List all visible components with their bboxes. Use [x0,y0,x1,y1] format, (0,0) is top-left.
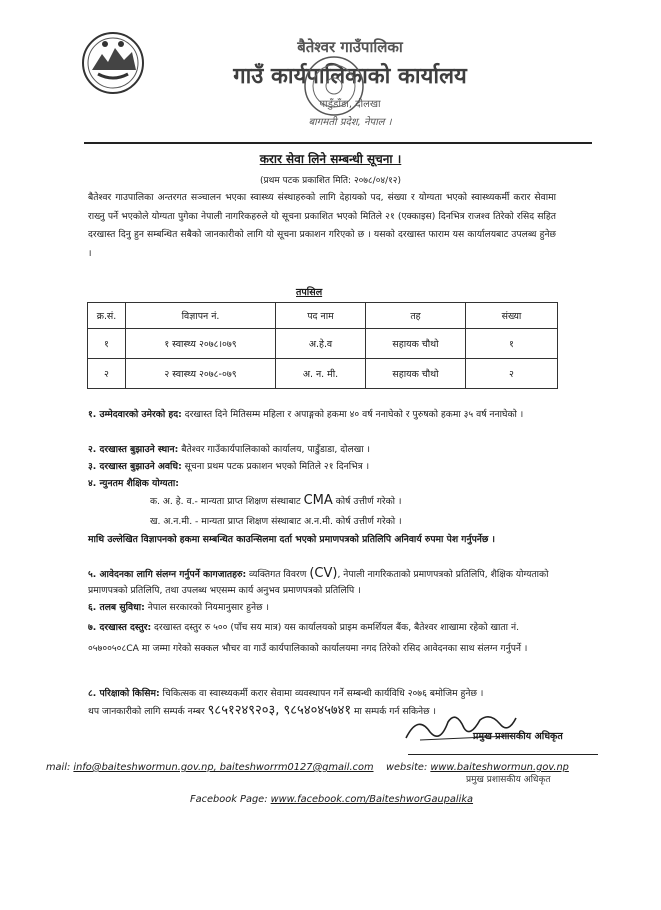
footer-divider [408,754,598,755]
header-cell-post: पद नाम [276,303,366,329]
item-text: ख. अ.न.मी. - मान्यता प्राप्त शिक्षण संस्थाबाट अ.न.मी. कोर्ष उत्तीर्ण गरेको । [150,516,402,527]
office-seal-stamp [302,54,366,118]
qualification-cma [150,493,570,510]
item-label: ३. दरखास्त बुझाउने अवधि: [88,461,182,472]
notice-intro: बैतेश्वर गाउपालिका अन्तरगत सञ्चालन भएका स्वास्थ्य संस्थाहरुको लागि देहायको पद, संख्या र योग्यता भएको स्वास्थ्यकर्मी करार सेवामा राख्नु पर्ने भएकोले योग्यता पुगेका नेपाली नागरिकहरुले यो सूचना प्रकाशित भएको मितिले २१ (एक्काइस) दिनभित्र राजश्व तिरेको रसिद सहित दरखास्त दिनु हुन सम्बन्धित सबैको जानकारीको लागि यो सूचना प्रकाशन गरिएको छ । यसको दरखास्त फाराम यस कार्यालयबाट उपलब्ध हुनेछ । [88,192,556,259]
mail-label: mail: [46,762,74,773]
facebook-line [190,794,473,805]
header-cell-adno: विज्ञापन नं. [126,303,276,329]
cell-sn: १ [88,329,126,359]
item-salary [88,600,568,616]
item-fee [88,617,568,659]
item-submit-period [88,459,568,475]
item-text-cma: CMA [303,493,333,508]
item-text: व्यक्तिगत विवरण [246,569,310,580]
item-label: १. उम्मेदवारको उमेरको हद: [88,409,182,420]
header-cell-level: तह [366,303,466,329]
cell-post: अ.हे.व [276,329,366,359]
table-row [88,359,558,389]
item-text: थप जानकारीको लागि सम्पर्क नम्बर [88,706,208,717]
office-address: पाडुँडाँडा, दोलखा [319,99,381,110]
municipality-name: बैतेश्वर गाउँपालिका [297,38,403,56]
signatory-title: प्रमुख प्रशासकीय अधिकृत [473,731,563,742]
item-label: ८. परिक्षाको किसिम: [88,688,160,699]
office-province: बागमती प्रदेश, नेपाल । [308,117,392,128]
item-label: ४. न्युनतम शैक्षिक योग्यता: [88,478,179,489]
item-text: क. अ. हे. व.- मान्यता प्राप्त शिक्षण संस्थाबाट [150,496,301,507]
cell-adno: २ स्वास्थ्य २०७८-०७९ [126,359,276,389]
item-qualification [88,476,568,492]
website-label: website: [385,762,431,773]
item-label: ५. आवेदनका लागि संलग्न गर्नुपर्ने कागजातहरु: [88,569,247,580]
item-label: ६. तलब सुविधा: [88,602,145,613]
item-text: चिकित्सक वा स्वास्थ्यकर्मी करार सेवामा व्यवस्थापन गर्ने सम्बन्धी कार्यविधि २०७६ बमोजिम हुनेछ । [159,688,484,699]
cell-post: अ. न. मी. [276,359,366,389]
item-text: दरखास्त दिने मितिसम्म महिला र अपाङ्गको हकमा ४० वर्ष ननाघेको र पुरुषको हकमा ३५ वर्ष ननाघेको । [181,409,524,420]
facebook-label: Facebook Page: [190,794,271,805]
item-text: , नेपाली नागरिकताको प्रमाणपत्रको प्रतिलिपि, शैक्षिक योग्यताको प्रमाणपत्रको प्रतिलिपि, तथा उपलब्ध भएसम्म कार्य अनुभव प्रमाणपत्रको प्रतिलिपि । [88,569,549,596]
item-text-cv: (CV) [309,566,338,581]
table-header-row [88,303,558,329]
item-exam [88,686,568,702]
item-age-limit [88,407,568,423]
vacancy-table [87,302,558,389]
header-cell-sn: क्र.सं. [88,303,126,329]
item-text: माथि उल्लेखित विज्ञापनको हकमा सम्बन्धित काउन्सिलमा दर्ता भएको प्रमाणपत्रको प्रतिलिपि अनिवार्य रुपमा पेश गर्नुपर्नेछ । [88,534,496,545]
table-row [88,329,558,359]
facebook-link[interactable]: www.facebook.com/BaiteshworGaupalika [270,794,474,805]
cell-count: २ [466,359,558,389]
office-name: गाउँ कार्यपालिकाको कार्यालय [233,64,467,89]
item-text: सूचना प्रथम पटक प्रकाशन भएको मितिले २१ दिनभित्र । [181,461,370,472]
cell-sn: २ [88,359,126,389]
table-caption: तपसिल [296,287,323,298]
publish-date: (प्रथम पटक प्रकाशित मिति: २०७८/०४/१२) [260,176,401,186]
website-link[interactable]: www.baiteshwormun.gov.np [430,762,569,773]
item-text: कोर्ष उत्तीर्ण गरेको । [335,496,402,507]
item-text: बैतेश्वर गाउँकार्यपालिकाको कार्यालय, पाडुँडाडा, दोलखा । [178,444,371,455]
cell-level: सहायक चौथो [366,329,466,359]
qualification-anm [150,514,570,530]
item-label: ७. दरखास्त दस्तुर: [88,622,152,633]
cell-adno: १ स्वास्थ्य २०७८।०७९ [126,329,276,359]
nepal-emblem-logo [80,30,146,96]
header-divider [84,142,592,144]
cell-count: १ [466,329,558,359]
item-documents [88,566,568,599]
header-cell-count: संख्या [466,303,558,329]
item-label: २. दरखास्त बुझाउने स्थान: [88,444,179,455]
officer-stamp-text: प्रमुख प्रशासकीय अधिकृत [466,775,551,785]
notice-title: करार सेवा लिने सम्बन्धी सूचना । [259,152,402,166]
item-text: दरखास्त दस्तुर रु ५०० (पाँच सय मात्र) यस कार्यालयको प्राइम कमर्शियल बैंक, बैतेश्वर शाखामा रहेको खाता नं. ०५७००५०८CA मा जम्मा गरेको सक्कल भौचर वा गाउँ कार्यपालिकाको कार्यालयमा नगद तिरेको रसिद आवेदनका साथ संलग्न गर्नुपर्ने । [88,622,528,654]
item-text: मा सम्पर्क गर्न सकिनेछ । [351,706,436,717]
contact-numbers: ९८५१२४९२०३, ९८५४०४५७४१ [207,703,352,718]
cell-level: सहायक चौथो [366,359,466,389]
mail-link[interactable]: info@baiteshwormun.gov.np, baiteshworrm0127@gmail.com [73,762,374,773]
council-note [88,532,568,548]
item-text: नेपाल सरकारको नियमानुसार हुनेछ । [144,602,269,613]
item-submit-place [88,442,568,458]
